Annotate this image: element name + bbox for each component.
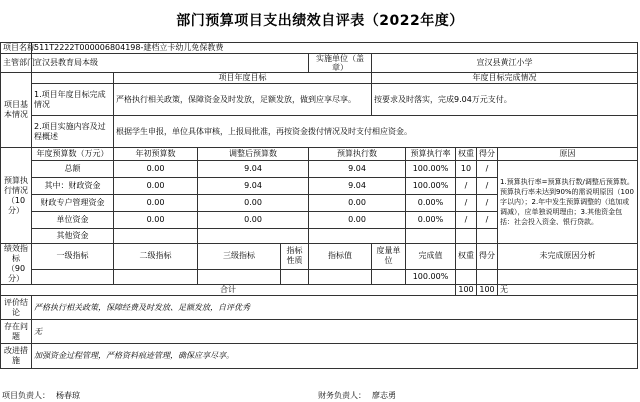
page-title: 部门预算项目支出绩效自评表（2022年度） bbox=[176, 13, 464, 29]
budget-row-adjusted: 0.00 bbox=[198, 212, 309, 229]
perf-header-unit: 度量单位 bbox=[372, 244, 406, 270]
budget-row-adjusted bbox=[198, 229, 309, 244]
table-row bbox=[1, 269, 638, 284]
leader-name: 杨春琼 bbox=[56, 391, 80, 400]
dept-label: 主管部门 bbox=[1, 54, 32, 73]
budget-row-executed: 0.00 bbox=[309, 195, 406, 212]
perf-header-nature: 指标性质 bbox=[281, 244, 309, 270]
total-weight: 100 bbox=[456, 285, 477, 296]
budget-row-initial: 0.00 bbox=[114, 195, 198, 212]
total-score: 100 bbox=[477, 285, 498, 296]
budget-row-score: / bbox=[477, 195, 498, 212]
perf-header-value: 指标值 bbox=[309, 244, 372, 270]
table-row bbox=[1, 161, 638, 178]
unit-label: 实施单位（盖章） bbox=[309, 54, 372, 73]
goal-row-label: 1.项目年度目标完成情况 bbox=[32, 84, 114, 116]
budget-row-adjusted: 0.00 bbox=[198, 195, 309, 212]
finance-name: 廖志勇 bbox=[372, 391, 396, 400]
budget-row-rate bbox=[406, 229, 456, 244]
budget-header-rate: 预算执行率 bbox=[406, 148, 456, 161]
perf-completion-value: 100.00% bbox=[406, 269, 456, 284]
improve-text: 加强资金过程管理，严格资料痕迹管理，确保应享尽享。 bbox=[32, 344, 638, 369]
budget-header-executed: 预算执行数 bbox=[309, 148, 406, 161]
goal-row-done: 按要求及时落实，完成9.04万元支付。 bbox=[372, 84, 638, 116]
unit-value: 宣汉县黄江小学 bbox=[372, 54, 638, 73]
budget-row-weight bbox=[456, 229, 477, 244]
budget-row-adjusted: 9.04 bbox=[198, 178, 309, 195]
budget-row-name: 其中：财政资金 bbox=[32, 178, 114, 195]
budget-row-rate: 0.00% bbox=[406, 212, 456, 229]
perf-header-level2: 二级指标 bbox=[114, 244, 198, 270]
issues-label: 存在问题 bbox=[1, 320, 32, 344]
budget-row-weight: / bbox=[456, 212, 477, 229]
dept-value: 宣汉县教育局本级 bbox=[32, 54, 309, 73]
total-label: 合计 bbox=[1, 285, 456, 296]
budget-section-label: 预算执行情况（10分） bbox=[1, 148, 32, 244]
budget-header-score: 得分 bbox=[477, 148, 498, 161]
budget-header-weight: 权重 bbox=[456, 148, 477, 161]
conclusion-label: 评价结论 bbox=[1, 296, 32, 320]
budget-row-rate: 100.00% bbox=[406, 178, 456, 195]
footer bbox=[0, 390, 640, 402]
budget-header-amount: 年度预算数（万元） bbox=[32, 148, 114, 161]
budget-header-initial: 年初预算数 bbox=[114, 148, 198, 161]
issues-text: 无 bbox=[32, 320, 638, 344]
budget-header-reason: 原因 bbox=[498, 148, 638, 161]
perf-header-level3: 三级指标 bbox=[198, 244, 281, 270]
perf-header-reason: 未完成原因分析 bbox=[498, 244, 638, 270]
impl-row-content: 根据学生申报，单位具体审核，上报局批准，再按资金拨付情况及时支付相应资金。 bbox=[114, 116, 638, 148]
project-name-label: 项目名称 bbox=[1, 43, 32, 54]
budget-header-adjusted: 调整后预算数 bbox=[198, 148, 309, 161]
budget-row-score: / bbox=[477, 212, 498, 229]
perf-header-weight: 权重 bbox=[456, 244, 477, 270]
perf-header-completion: 完成值 bbox=[406, 244, 456, 270]
basic-header-blank bbox=[32, 73, 114, 84]
done-header: 年度目标完成情况 bbox=[372, 73, 638, 84]
improve-label: 改进措施 bbox=[1, 344, 32, 369]
basic-section-label: 项目基本情况 bbox=[1, 73, 32, 148]
budget-row-initial: 0.00 bbox=[114, 178, 198, 195]
budget-row-name: 单位资金 bbox=[32, 212, 114, 229]
budget-row-initial: 0.00 bbox=[114, 161, 198, 178]
budget-row-initial: 0.00 bbox=[114, 212, 198, 229]
goal-row-content: 严格执行相关政策，保障资金及时发放，足额发放，做到应享尽享。 bbox=[114, 84, 372, 116]
budget-row-executed: 0.00 bbox=[309, 212, 406, 229]
budget-row-executed: 9.04 bbox=[309, 161, 406, 178]
budget-row-executed: 9.04 bbox=[309, 178, 406, 195]
budget-row-score: / bbox=[477, 178, 498, 195]
budget-row-name: 财政专户管理资金 bbox=[32, 195, 114, 212]
total-unit: 无 bbox=[498, 285, 638, 296]
budget-reason-text: 1.预算执行率=预算执行数/调整后预算数。预算执行率未达到90%的需说明原因（100字以内）；2.年中发生预算调整的（追加或调减），应单独说明理由；3.其他资金包括：社会投入资金、银行贷款。 bbox=[498, 161, 638, 244]
budget-row-weight: / bbox=[456, 195, 477, 212]
budget-row-executed bbox=[309, 229, 406, 244]
goal-header: 项目年度目标 bbox=[114, 73, 372, 84]
perf-section-label: 绩效指标（90分） bbox=[1, 244, 32, 285]
leader-label: 项目负责人： bbox=[2, 391, 50, 400]
budget-row-score: / bbox=[477, 161, 498, 178]
finance-label: 财务负责人： bbox=[318, 391, 366, 400]
budget-row-name: 总额 bbox=[32, 161, 114, 178]
perf-header-score: 得分 bbox=[477, 244, 498, 270]
budget-row-adjusted: 9.04 bbox=[198, 161, 309, 178]
budget-row-rate: 0.00% bbox=[406, 195, 456, 212]
budget-row-weight: 10 bbox=[456, 161, 477, 178]
budget-row-weight: / bbox=[456, 178, 477, 195]
budget-row-initial bbox=[114, 229, 198, 244]
project-name-value: 511T2222T000006804198-建档立卡幼儿免保教费 bbox=[32, 43, 638, 54]
conclusion-text: 严格执行相关政策，保障经费及时发放、足额发放，自评优秀 bbox=[32, 296, 638, 320]
budget-row-name: 其他资金 bbox=[32, 229, 114, 244]
evaluation-table bbox=[0, 42, 638, 369]
impl-row-label: 2.项目实施内容及过程概述 bbox=[32, 116, 114, 148]
budget-row-rate: 100.00% bbox=[406, 161, 456, 178]
budget-row-score bbox=[477, 229, 498, 244]
perf-header-level1: 一级指标 bbox=[32, 244, 114, 270]
